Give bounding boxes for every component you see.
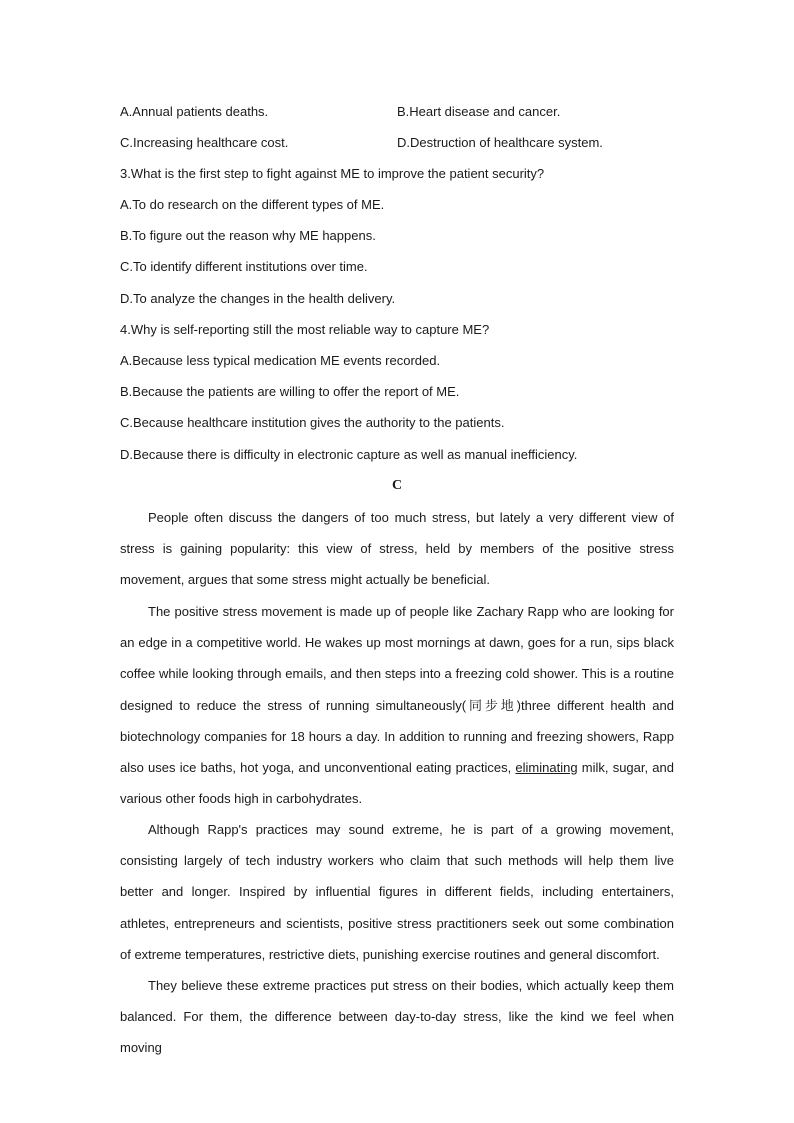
passage-paragraph-1: People often discuss the dangers of too much stress, but lately a very different view of stress is gaining popularity: this view of stress, held by members of the positive stress movement, argues that some stress might actually be beneficial. [120,510,674,588]
q4-option-d: D.Because there is difficulty in electronic capture as well as manual inefficiency. [120,447,578,462]
q4-question: 4.Why is self-reporting still the most reliable way to capture ME? [120,322,490,337]
q3-option-a: A.To do research on the different types of ME. [120,197,385,212]
underlined-word: eliminating [515,760,578,776]
q3-option-c: C.To identify different institutions over time. [120,259,368,274]
q4-option-b: B.Because the patients are willing to offer the report of ME. [120,384,460,399]
q3-option-b: B.To figure out the reason why ME happens. [120,228,376,243]
paragraph-2-text-end: milk, sugar, and various other foods high in carbohydrates. [120,760,675,807]
passage-paragraph-3: Although Rapp's practices may sound extreme, he is part of a growing movement, consisting largely of tech industry workers who claim that such methods will help them live better and longer. Inspired by influential figures in different fields, including entertainers, athletes, entrepreneurs and scientists, positive stress practitioners seek out some combination of extreme temperatures, restrictive diets, punishing exercise routines and general discomfort. [120,822,674,962]
q2-option-c: C.Increasing healthcare cost. [120,135,289,150]
passage-paragraph-4: They believe these extreme practices put stress on their bodies, which actually keep them balanced. For them, the difference between day-to-day stress, like the kind we feel when moving [120,978,674,1056]
q4-option-a: A.Because less typical medication ME events recorded. [120,353,441,368]
q3-question: 3.What is the first step to fight against ME to improve the patient security? [120,166,545,181]
q3-option-d: D.To analyze the changes in the health delivery. [120,291,396,306]
q2-option-d: D.Destruction of healthcare system. [397,135,603,150]
q2-option-a: A.Annual patients deaths. [120,104,269,119]
q4-option-c: C.Because healthcare institution gives the authority to the patients. [120,415,505,430]
passage-paragraph-2 [120,596,674,814]
section-c-heading: C [391,478,403,493]
q2-option-b: B.Heart disease and cancer. [397,104,561,119]
paragraph-2-text-start: The positive stress movement is made up of people like Zachary Rapp who are looking for an edge in a competitive world. He wakes up most mornings at dawn, goes for a run, sips black coffee while looking through emails, and then steps into a freezing cold shower. This is a routine designed to reduce the stress of running simultaneously(同步地)three different health and biotechnology companies for 18 hours a day. In addition to running and freezing showers, Rapp also uses ice baths, hot yoga, and unconventional eating practices, [120,604,674,776]
